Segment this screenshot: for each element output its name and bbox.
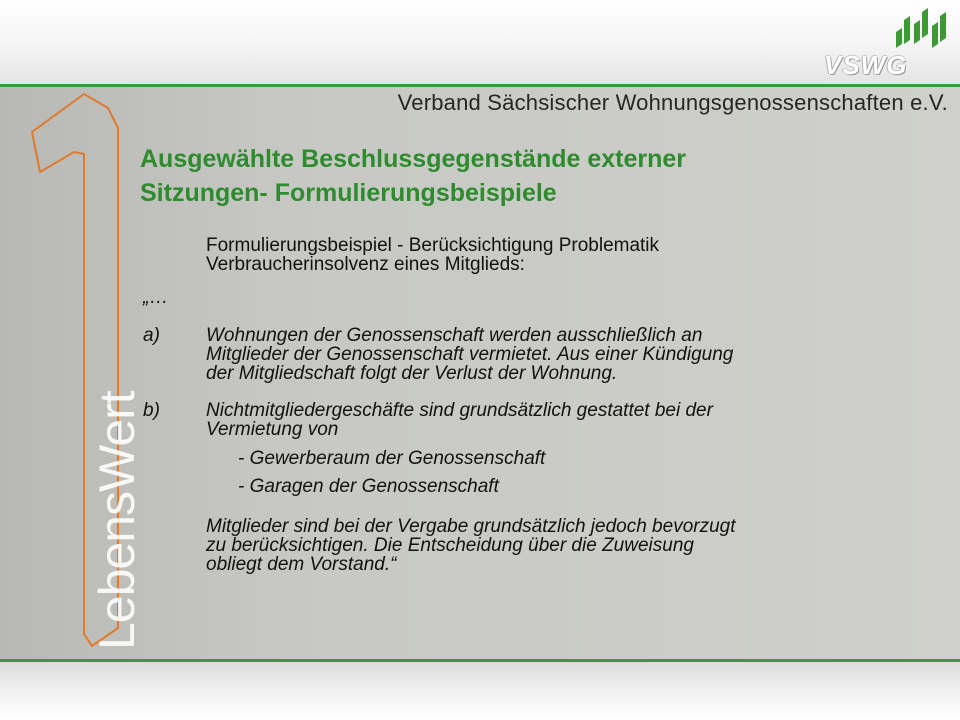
- slide-title: [140, 142, 920, 210]
- header-band: [0, 0, 960, 86]
- vswg-logo: [818, 4, 950, 82]
- association-name: Verband Sächsischer Wohnungsgenossenschaften e.V.: [397, 90, 948, 115]
- closing-paragraph: [143, 517, 903, 574]
- item-b: [143, 401, 903, 439]
- footer-band: [0, 662, 960, 720]
- item-b-line-1: Nichtmitgliedergeschäfte sind grundsätzlich gestattet bei der: [206, 400, 713, 421]
- bottom-green-rule: [0, 659, 960, 662]
- sub-item-2: - Garagen der Genossenschaft: [238, 476, 499, 497]
- closing-line-1: Mitglieder sind bei der Vergabe grundsätzlich jedoch bevorzugt: [206, 516, 736, 537]
- sub-item-1: - Gewerberaum der Genossenschaft: [238, 448, 546, 469]
- item-b-line-2: Vermietung von: [206, 419, 339, 440]
- intro-line-1: Formulierungsbeispiel - Berücksichtigung Problematik: [206, 235, 660, 256]
- item-a-line-1: Wohnungen der Genossenschaft werden ausschließlich an: [206, 325, 703, 346]
- top-green-rule: [0, 84, 960, 87]
- closing-line-3: obliegt dem Vorstand.“: [206, 554, 397, 575]
- intro-line-2: Verbraucherinsolvenz eines Mitglieds:: [206, 254, 525, 275]
- title-line-1: Ausgewählte Beschlussgegenstände externer: [140, 145, 687, 173]
- item-a-line-3: der Mitgliedschaft folgt der Verlust der Wohnung.: [206, 363, 618, 384]
- logo-text: VSWG: [824, 50, 908, 80]
- item-b-marker: b): [143, 400, 160, 421]
- intro-paragraph: [143, 236, 903, 274]
- quote-open: „…: [143, 287, 169, 308]
- item-a: [143, 326, 903, 383]
- item-a-line-2: Mitglieder der Genossenschaft vermietet. Aus einer Kündigung: [206, 344, 734, 365]
- logo-mark-icon: [818, 4, 950, 54]
- title-line-2: Sitzungen- Formulierungsbeispiele: [140, 179, 557, 207]
- closing-line-2: zu berücksichtigen. Die Entscheidung über die Zuweisung: [206, 535, 694, 556]
- slide-body: [143, 236, 903, 574]
- side-wordmark: LebensWert: [89, 391, 145, 650]
- item-a-marker: a): [143, 325, 160, 346]
